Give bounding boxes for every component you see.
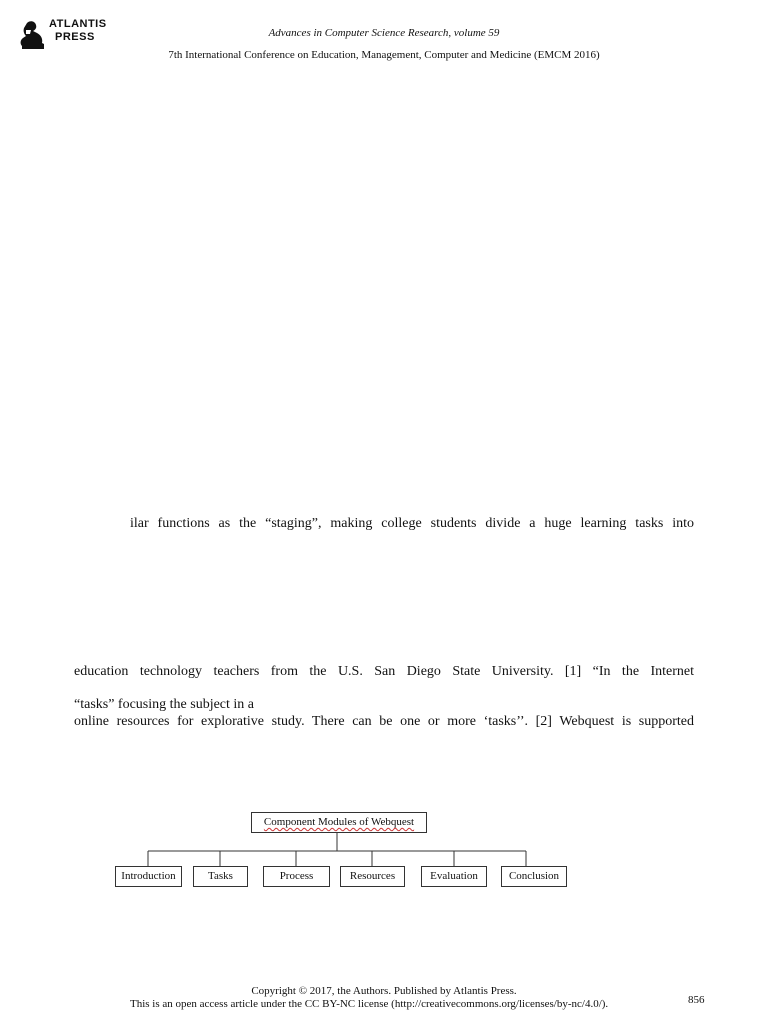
body-text-line: online resources for explorative study. There can be one or more ‘tasks’’. [2] Webquest is supported (74, 714, 694, 729)
logo-line-press: PRESS (55, 31, 95, 43)
footer-license: This is an open access article under the CC BY-NC license (http://creativecommons.org/licenses/by-nc/4.0/). (130, 998, 609, 1010)
diagram-node-resources: Resources (340, 866, 405, 887)
body-text-line: education technology teachers from the U.S. San Diego State University. [1] “In the Internet (74, 664, 694, 679)
diagram-node-evaluation: Evaluation (421, 866, 487, 887)
diagram-root-label: Component Modules of Webquest (263, 816, 415, 828)
journal-title: Advances in Computer Science Research, volume 59 (268, 27, 500, 39)
diagram-root-node (251, 812, 427, 833)
page-number: 856 (688, 994, 705, 1006)
body-text-line: ilar functions as the “staging”, making college students divide a huge learning tasks into (130, 516, 694, 531)
conference-name: 7th International Conference on Education, Management, Computer and Medicine (EMCM 2016) (168, 49, 600, 61)
diagram-node-introduction: Introduction (115, 866, 182, 887)
diagram-node-process: Process (263, 866, 330, 887)
diagram-node-tasks: Tasks (193, 866, 248, 887)
logo-line-atlantis: ATLANTIS (49, 18, 107, 30)
body-text-line: “tasks” focusing the subject in a (74, 697, 255, 712)
footer-copyright: Copyright © 2017, the Authors. Published by Atlantis Press. (251, 985, 517, 997)
diagram-node-conclusion: Conclusion (501, 866, 567, 887)
